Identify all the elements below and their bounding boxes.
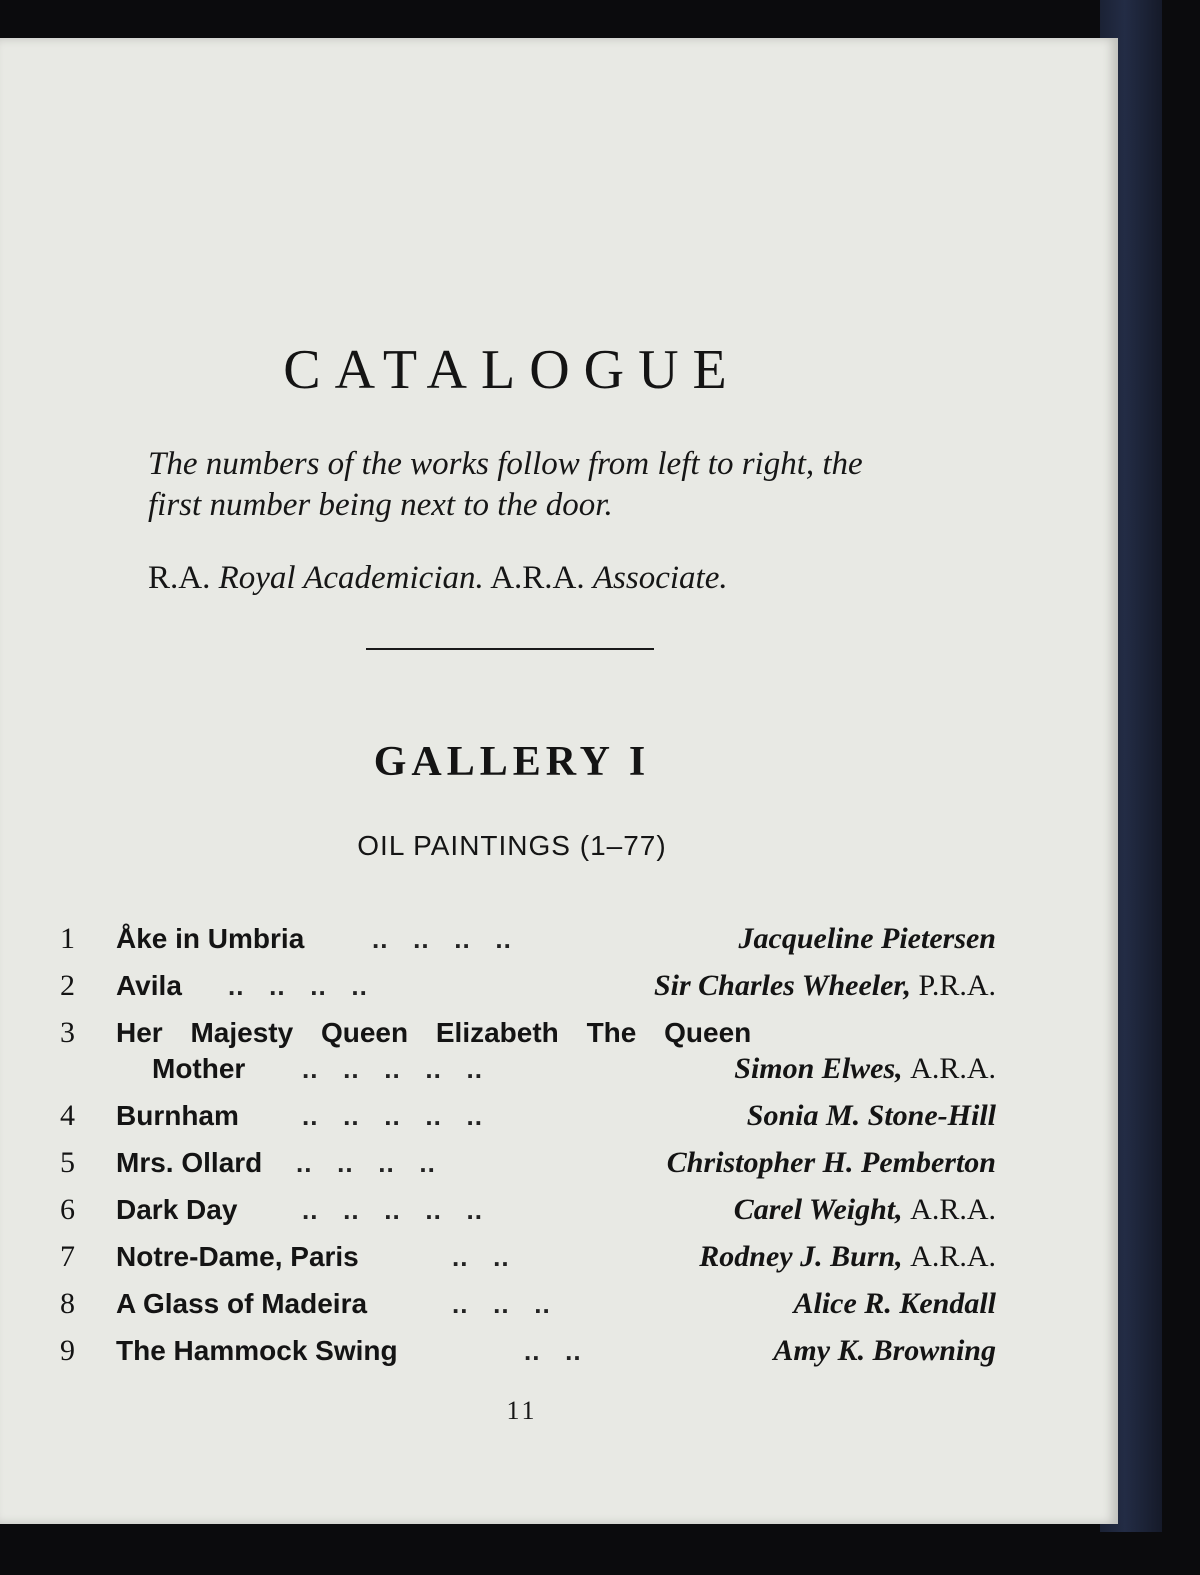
entry-number: 4 — [60, 1099, 75, 1132]
leader-dots: .. .. .. .. .. — [302, 1195, 483, 1225]
leader-dots: .. .. .. .. .. — [302, 1054, 483, 1084]
catalogue-entry — [60, 1283, 996, 1325]
entry-title: A Glass of Madeira — [116, 1288, 368, 1319]
catalogue-entry — [60, 1095, 996, 1137]
entry-title: Mrs. Ollard — [116, 1147, 263, 1178]
entry-artist: Simon Elwes, A.R.A. — [734, 1052, 996, 1085]
entry-artist: Jacqueline Pietersen — [738, 922, 996, 955]
entry-title: Burnham — [116, 1100, 239, 1131]
catalogue-entry — [60, 918, 996, 960]
abbr-ara: A.R.A. — [490, 560, 585, 596]
entry-number: 9 — [60, 1334, 75, 1367]
catalogue-entry — [60, 1236, 996, 1278]
entry-title: Avila — [116, 970, 182, 1001]
catalogue-entries — [0, 38, 1118, 1524]
entry-artist: Amy K. Browning — [773, 1334, 996, 1367]
entry-artist: Christopher H. Pemberton — [666, 1146, 996, 1179]
leader-dots: .. .. .. — [452, 1289, 551, 1319]
entry-number: 1 — [60, 922, 75, 955]
catalogue-entry — [60, 1142, 996, 1184]
catalogue-entry — [60, 1330, 996, 1372]
entry-honour: A.R.A. — [910, 1240, 996, 1273]
catalogue-entry — [60, 1189, 996, 1231]
catalogue-page — [0, 38, 1118, 1524]
leader-dots: .. .. .. .. — [372, 924, 512, 954]
entry-title: The Hammock Swing — [116, 1335, 398, 1366]
entry-number: 5 — [60, 1146, 75, 1179]
entry-title: Her Majesty Queen Elizabeth The Queen — [116, 1017, 752, 1048]
entry-title: Dark Day — [116, 1194, 238, 1225]
page-number: 11 — [506, 1396, 538, 1425]
leader-dots: .. .. .. .. — [296, 1148, 436, 1178]
entry-number: 8 — [60, 1287, 75, 1320]
catalogue-entry — [60, 965, 996, 1007]
leader-dots: .. .. — [524, 1336, 582, 1366]
entry-artist: Rodney J. Burn, A.R.A. — [699, 1240, 996, 1273]
entry-honour: P.R.A. — [918, 969, 996, 1002]
gallery-title: GALLERY I — [373, 739, 651, 785]
entry-title: Notre-Dame, Paris — [116, 1241, 359, 1272]
entry-title-continued: Mother — [152, 1053, 246, 1084]
entry-number: 7 — [60, 1240, 75, 1273]
intro-text: The numbers of the works follow from left to right, the first number being next to the door. — [148, 446, 863, 523]
entry-artist: Sir Charles Wheeler, P.R.A. — [653, 969, 996, 1002]
entry-artist: Sonia M. Stone-Hill — [746, 1099, 996, 1132]
page-title: CATALOGUE — [283, 339, 741, 401]
abbr-ra-label: Royal Academician. — [218, 560, 484, 596]
catalogue-entry-continued — [60, 1048, 996, 1090]
entry-artist: Alice R. Kendall — [793, 1287, 996, 1320]
entry-honour: A.R.A. — [910, 1052, 996, 1085]
entry-number: 2 — [60, 969, 75, 1002]
entry-title: Åke in Umbria — [116, 923, 305, 954]
abbr-ara-label: Associate. — [592, 560, 728, 596]
entry-honour: A.R.A. — [910, 1193, 996, 1226]
entry-number: 6 — [60, 1193, 75, 1226]
section-title: OIL PAINTINGS (1–77) — [357, 830, 667, 861]
entry-artist: Carel Weight, A.R.A. — [733, 1193, 996, 1226]
leader-dots: .. .. .. .. — [228, 971, 368, 1001]
entry-number: 3 — [60, 1016, 75, 1049]
abbr-ra: R.A. — [148, 560, 211, 596]
leader-dots: .. .. .. .. .. — [302, 1101, 483, 1131]
leader-dots: .. .. — [452, 1242, 510, 1272]
